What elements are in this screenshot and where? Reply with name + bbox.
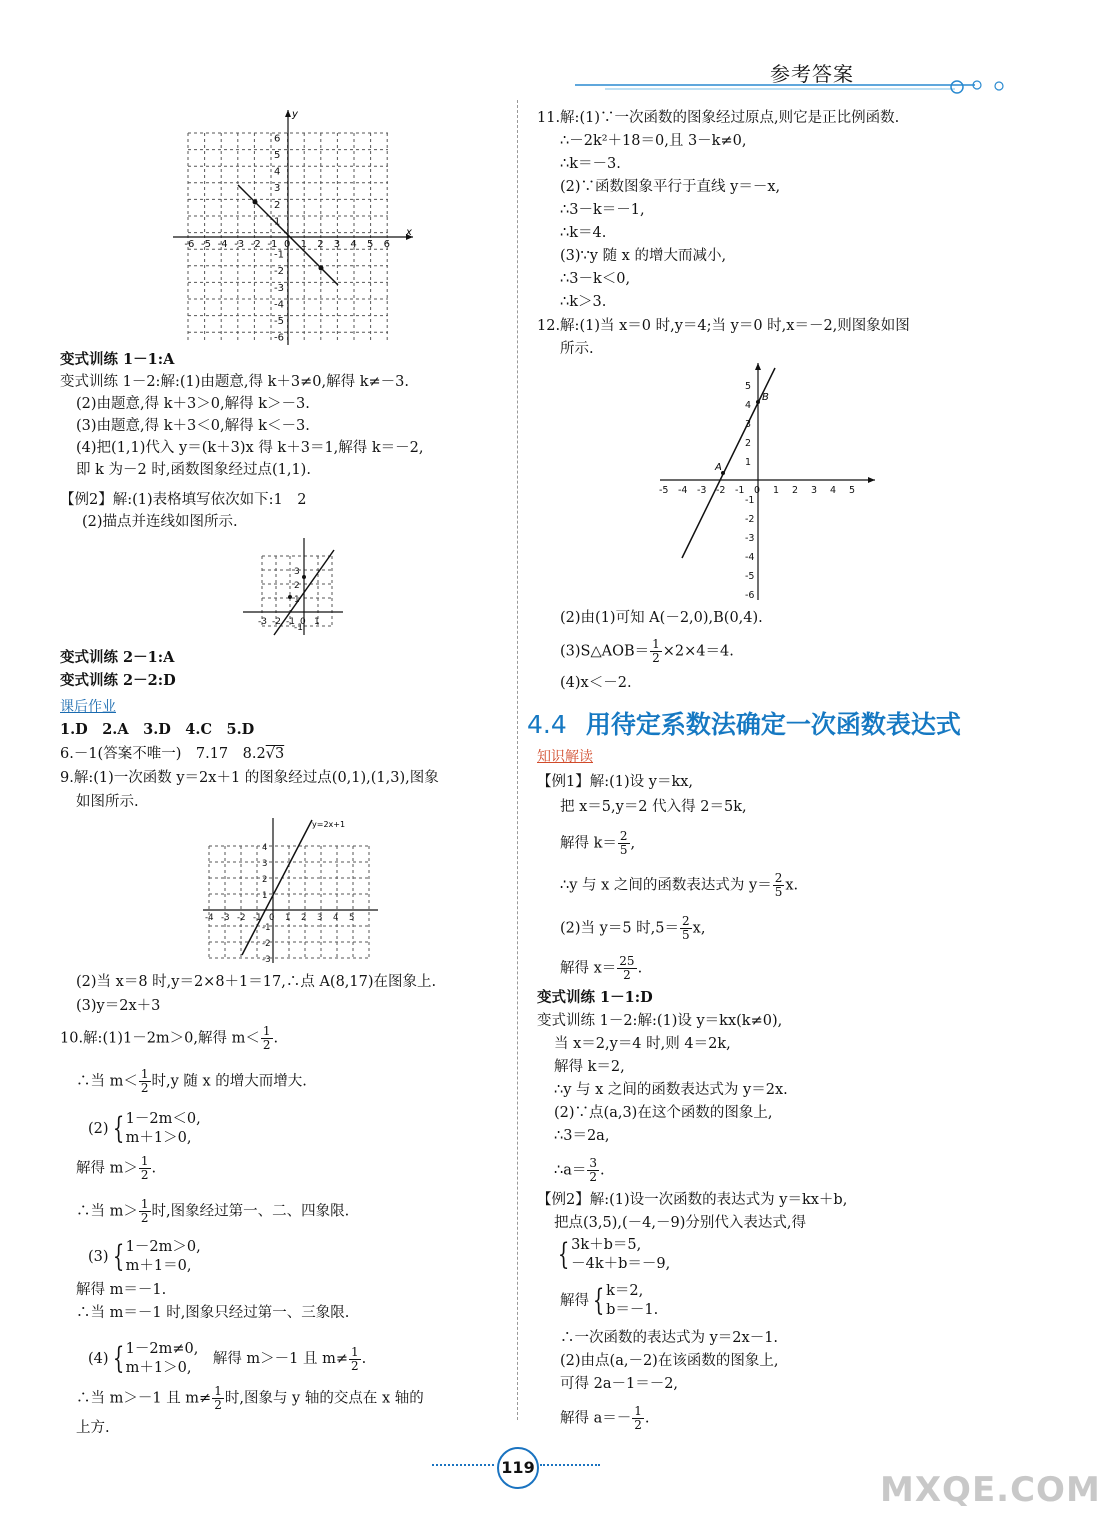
text-line: (3)y＝2x＋3 xyxy=(76,998,161,1014)
text-line: 变式训练 1－2:解:(1)设 y＝kx(k≠0), xyxy=(537,1013,783,1029)
graph1-x-tick: -3 xyxy=(234,239,245,250)
graph1-y-tick: -6 xyxy=(274,332,284,344)
graph4-y-tick: -5 xyxy=(745,571,755,582)
text-line: 如图所示. xyxy=(76,794,139,810)
graph3-line-label: y=2x+1 xyxy=(312,820,346,829)
text-line: (2)∵点(a,3)在这个函数的图象上, xyxy=(554,1105,773,1121)
graph4-x-tick: 4 xyxy=(830,485,837,496)
graph4-x-tick: 5 xyxy=(849,485,856,496)
graph3-y-tick: -1 xyxy=(262,923,271,933)
watermark: MXQE.COM xyxy=(880,1470,1101,1510)
graph3-x-tick: -1 xyxy=(253,913,262,923)
text-line: ∴k＞3. xyxy=(560,294,607,310)
graph3-x-tick: -4 xyxy=(205,913,214,923)
graph1-y-tick: 3 xyxy=(274,183,281,195)
text-line: ∴k＝－3. xyxy=(560,156,621,172)
text-line: ∴当 m＝－1 时,图象只经过第一、三象限. xyxy=(76,1305,350,1321)
point-b-label: B xyxy=(762,392,769,403)
graph3-y-tick: -3 xyxy=(262,955,271,965)
graph1-x-tick: -6 xyxy=(184,239,195,250)
text-line: ∴一次函数的表达式为 y＝2x－1. xyxy=(560,1330,779,1346)
text-line: (2)∵函数图象平行于直线 y＝－x, xyxy=(560,179,781,195)
text-line: (3) { 1－2m＞0, m＋1＝0, xyxy=(88,1239,201,1274)
graph2-x-tick: -3 xyxy=(258,617,267,627)
graph1-x-tick: 6 xyxy=(383,239,390,250)
text-line: ∴当 m＜ $\frac{1}{2}$ 时,y 随 x 的增大而增大. xyxy=(76,1067,307,1095)
graph4-x-tick: -5 xyxy=(659,485,669,496)
text-line: 【例1】解:(1)设 y＝kx, xyxy=(537,774,694,790)
text-line: (2)当 y＝5 时,5＝ $\frac{2}{5}$ x, xyxy=(560,914,706,942)
graph4-x-tick: 2 xyxy=(792,485,799,496)
graph3-x-tick: 5 xyxy=(349,913,355,923)
text-line: 11.解:(1)∵一次函数的图象经过原点,则它是正比例函数. xyxy=(537,110,900,126)
graph-k-line xyxy=(168,105,418,350)
header-decoration xyxy=(575,75,1015,100)
text-line: (2)由题意,得 k＋3＞0,解得 k＞－3. xyxy=(76,396,310,412)
graph-problem-12 xyxy=(655,360,880,605)
graph2-y-tick: 3 xyxy=(294,567,300,577)
text-line: (4)把(1,1)代入 y＝(k＋3)x 得 k＋3＝1,解得 k＝－2, xyxy=(76,440,424,456)
graph1-x-label: x xyxy=(406,227,412,238)
text-line: (2)由(1)可知 A(－2,0),B(0,4). xyxy=(560,610,763,626)
text-line: 变式训练 1－1:D xyxy=(537,989,653,1006)
graph4-x-tick: 1 xyxy=(773,485,780,496)
graph4-x-tick: -3 xyxy=(697,485,707,496)
section-link-knowledge[interactable]: 知识解读 xyxy=(537,749,593,765)
text-line: (2)由点(a,－2)在该函数的图象上, xyxy=(560,1353,779,1369)
column-divider xyxy=(517,100,518,1420)
graph1-y-tick: -4 xyxy=(274,299,284,311)
text-line: 解得 k＝2, xyxy=(554,1059,625,1075)
graph4-x-tick: -2 xyxy=(716,485,726,496)
graph1-x-tick: 1 xyxy=(300,239,307,250)
graph1-y-tick: -2 xyxy=(274,266,284,278)
text-line: { 3k＋b＝5, －4k＋b＝－9, xyxy=(557,1237,671,1272)
text-line: 9.解:(1)一次函数 y＝2x＋1 的图象经过点(0,1),(1,3),图象 xyxy=(60,770,439,786)
section-title: 用待定系数法确定一次函数表达式 xyxy=(585,710,961,739)
graph1-x-tick: 3 xyxy=(333,239,341,250)
graph-example2 xyxy=(238,535,348,640)
graph2-y-tick: 1 xyxy=(294,595,300,605)
graph1-x-tick: -4 xyxy=(217,239,228,250)
text-line: 变式训练 2－2:D xyxy=(60,672,176,689)
footer-dots-left xyxy=(432,1464,494,1466)
text-line: (2) { 1－2m＜0, m＋1＞0, xyxy=(88,1111,201,1146)
graph4-y-tick: 3 xyxy=(745,419,752,430)
graph3-x-tick: 0 xyxy=(269,913,275,923)
graph4-y-tick: 2 xyxy=(745,438,752,449)
graph3-y-tick: 2 xyxy=(262,875,268,885)
text-line: 6.－1(答案不唯一) 7.17 8.2√3 xyxy=(60,746,285,762)
text-line: (4)x＜－2. xyxy=(560,675,632,691)
graph4-y-tick: 5 xyxy=(745,381,752,392)
text-line: 10.解:(1)1－2m＞0,解得 m＜ $\frac{1}{2}$ . xyxy=(60,1024,279,1052)
text-line: 解得 k＝ $\frac{2}{5}$ , xyxy=(560,829,636,857)
graph1-x-tick: -1 xyxy=(267,239,278,250)
graph4-y-tick: -6 xyxy=(745,590,755,601)
graph4-y-tick: 4 xyxy=(745,400,752,411)
graph1-y-label: y xyxy=(292,109,298,120)
text-line: 变式训练 1－2:解:(1)由题意,得 k＋3≠0,解得 k≠－3. xyxy=(60,374,409,390)
graph4-y-tick: 1 xyxy=(745,457,752,468)
text-line: 变式训练 1－1:A xyxy=(60,351,175,368)
graph4-x-tick: 0 xyxy=(754,485,761,496)
graph1-y-tick: 6 xyxy=(274,133,281,145)
graph4-x-tick: 3 xyxy=(811,485,818,496)
graph1-y-tick: 5 xyxy=(274,150,281,161)
text-line: 把点(3,5),(－4,－9)分别代入表达式,得 xyxy=(554,1215,806,1231)
graph1-x-tick: -5 xyxy=(201,239,211,250)
text-line: ∴3＝2a, xyxy=(554,1128,610,1144)
graph4-y-tick: -3 xyxy=(745,533,755,544)
graph1-y-tick: -3 xyxy=(274,282,284,294)
section-number: 4.4 xyxy=(527,710,567,739)
page-number: 119 xyxy=(497,1447,539,1489)
graph3-y-tick: -2 xyxy=(262,939,271,949)
text-line: 上方. xyxy=(76,1420,110,1436)
graph3-x-tick: 4 xyxy=(333,913,339,923)
text-line: (3)S△AOB＝ $\frac{1}{2}$ ×2×4＝4. xyxy=(560,637,734,665)
graph2-x-tick: 0 xyxy=(300,617,306,627)
graph3-x-tick: 2 xyxy=(301,913,307,923)
graph1-y-tick: -1 xyxy=(274,249,284,261)
graph1-x-tick: -2 xyxy=(250,239,261,250)
graph2-x-tick: -1 xyxy=(286,617,295,627)
graph4-y-tick: -2 xyxy=(745,514,755,525)
graph-y-2x-plus-1 xyxy=(200,815,380,965)
graph3-y-tick: 4 xyxy=(262,843,268,853)
text-line: ∴当 m＞ $\frac{1}{2}$ 时,图象经过第一、二、四象限. xyxy=(76,1197,350,1225)
text-line: 即 k 为－2 时,函数图象经过点(1,1). xyxy=(76,462,311,478)
text-line: ∴当 m＞－1 且 m≠ $\frac{1}{2}$ 时,图象与 y 轴的交点在 x 轴的 xyxy=(76,1384,424,1412)
graph1-x-tick: 4 xyxy=(350,239,357,250)
graph1-x-tick: 5 xyxy=(367,239,374,250)
text-line: (3)由题意,得 k＋3＜0,解得 k＜－3. xyxy=(76,418,310,434)
graph1-y-tick: 4 xyxy=(274,166,281,178)
text-line: ∴y 与 x 之间的函数表达式为 y＝ $\frac{2}{5}$ x. xyxy=(560,871,799,899)
text-line: 当 x＝2,y＝4 时,则 4＝2k, xyxy=(554,1036,731,1052)
text-line: ∴a＝ $\frac{3}{2}$ . xyxy=(554,1156,605,1184)
graph2-x-tick: 1 xyxy=(314,617,320,627)
section-heading xyxy=(527,705,961,741)
text-line: ∴3－k＜0, xyxy=(560,271,631,287)
graph1-y-tick: 1 xyxy=(274,216,281,228)
graph2-y-tick: 2 xyxy=(294,581,300,591)
text-line: (2)描点并连线如图所示. xyxy=(82,514,238,530)
text-line: 解得 x＝ $\frac{25}{2}$ . xyxy=(560,954,643,982)
text-line: ∴y 与 x 之间的函数表达式为 y＝2x. xyxy=(554,1082,788,1098)
graph3-x-tick: 3 xyxy=(317,913,323,923)
text-line: 解得 m＞ $\frac{1}{2}$ . xyxy=(76,1154,157,1182)
text-line: 12.解:(1)当 x＝0 时,y＝4;当 y＝0 时,x＝－2,则图象如图 xyxy=(537,318,910,334)
text-line: 所示. xyxy=(560,341,594,357)
section-link-homework[interactable]: 课后作业 xyxy=(60,699,116,715)
graph4-y-tick: -1 xyxy=(745,495,755,506)
graph3-x-tick: -2 xyxy=(237,913,246,923)
graph2-y-tick: -1 xyxy=(294,623,303,633)
text-line: 变式训练 2－1:A xyxy=(60,649,175,666)
graph3-y-tick: 3 xyxy=(262,859,268,869)
graph4-x-tick: -4 xyxy=(678,485,688,496)
text-line: 把 x＝5,y＝2 代入得 2＝5k, xyxy=(560,799,747,815)
page-header-title: 参考答案 xyxy=(770,62,854,86)
text-line: (4) { 1－2m≠0, m＋1＞0, 解得 m＞－1 且 m≠ $\frac{1}{2}$ . xyxy=(88,1341,367,1376)
text-line: ∴k＝4. xyxy=(560,225,607,241)
graph1-y-tick: -5 xyxy=(274,316,284,327)
text-line: 解得 m＝－1. xyxy=(76,1282,167,1298)
text-line: ∴3－k＝－1, xyxy=(560,202,645,218)
text-line: 解得 a＝－ $\frac{1}{2}$ . xyxy=(560,1404,650,1432)
point-a-label: A xyxy=(715,462,722,473)
graph3-y-tick: 1 xyxy=(262,891,268,901)
graph3-x-tick: 1 xyxy=(285,913,291,923)
text-line: (3)∵y 随 x 的增大而减小, xyxy=(560,248,727,264)
text-line: 可得 2a－1＝－2, xyxy=(560,1376,679,1392)
text-line: 1.D 2.A 3.D 4.C 5.D xyxy=(60,721,255,738)
text-line: 【例2】解:(1)设一次函数的表达式为 y＝kx＋b, xyxy=(537,1192,848,1208)
text-line: 【例2】解:(1)表格填写依次如下:1 2 xyxy=(60,492,307,508)
graph3-x-tick: -3 xyxy=(221,913,230,923)
text-line: ∴－2k²＋18＝0,且 3－k≠0, xyxy=(560,133,747,149)
text-line: (2)当 x＝8 时,y＝2×8＋1＝17,∴点 A(8,17)在图象上. xyxy=(76,974,437,990)
graph4-x-tick: -1 xyxy=(735,485,745,496)
graph1-x-tick: 0 xyxy=(284,239,291,250)
footer-dots-right xyxy=(540,1464,600,1466)
graph1-y-tick: 2 xyxy=(274,199,281,211)
graph2-x-tick: -2 xyxy=(272,617,281,627)
graph4-y-tick: -4 xyxy=(745,552,755,563)
graph1-x-tick: 2 xyxy=(317,239,324,250)
text-line: 解得 { k＝2, b＝－1. xyxy=(560,1283,659,1318)
